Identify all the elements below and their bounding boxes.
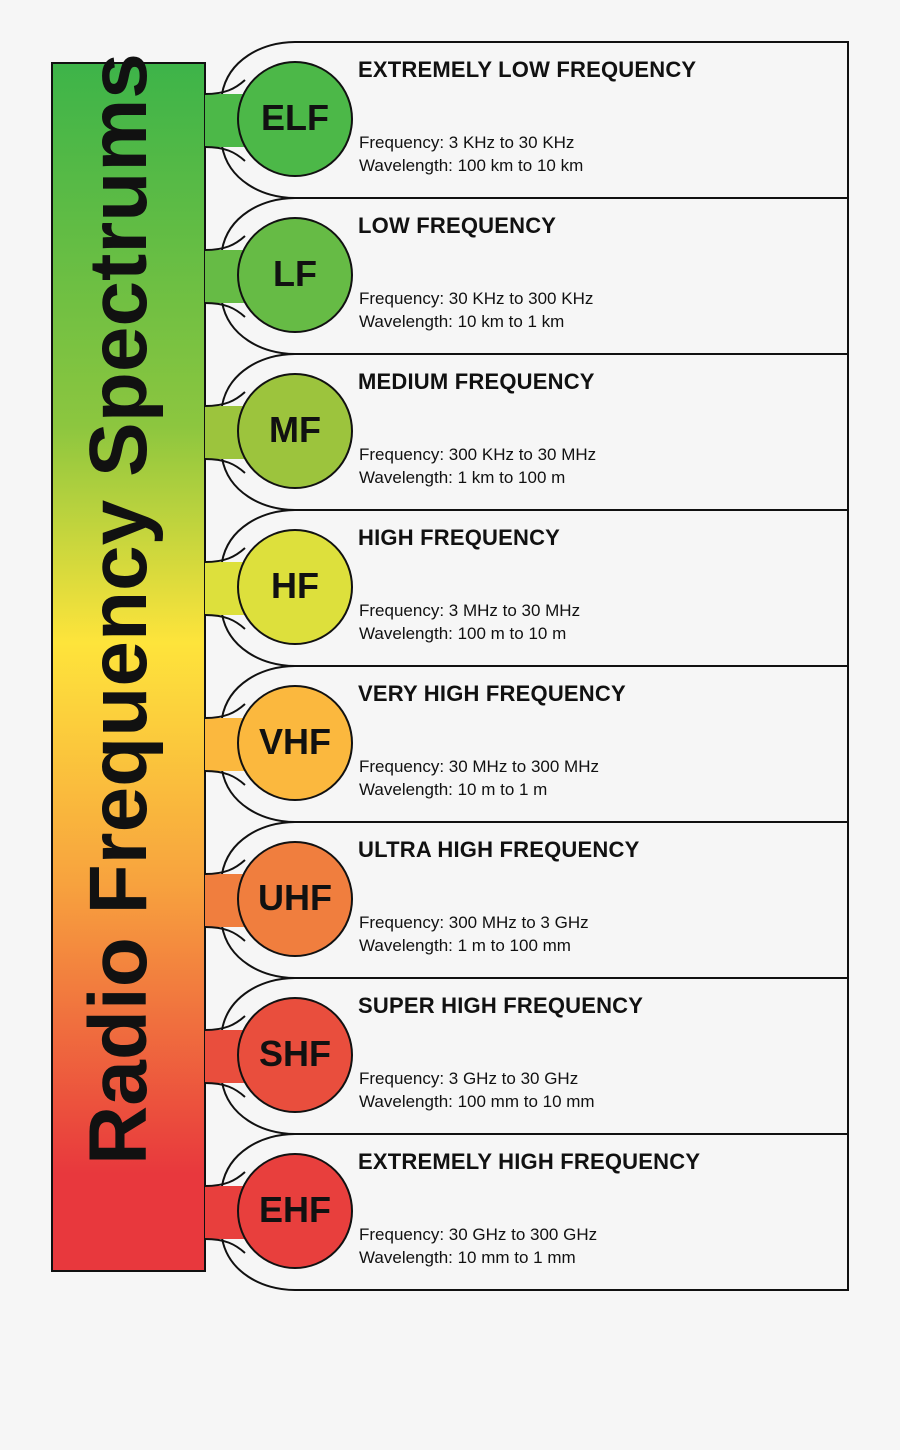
band-wavelength: Wavelength: 100 m to 10 m <box>359 624 567 643</box>
band-name: ULTRA HIGH FREQUENCY <box>358 837 640 862</box>
band-details <box>359 599 580 645</box>
band-name: EXTREMELY HIGH FREQUENCY <box>358 1149 701 1174</box>
band-frequency: Frequency: 30 GHz to 300 GHz <box>359 1225 598 1244</box>
band-abbr: EHF <box>259 1189 331 1230</box>
band-abbr: SHF <box>259 1033 331 1074</box>
band-frequency: Frequency: 300 MHz to 3 GHz <box>359 913 589 932</box>
band-details <box>359 1223 597 1269</box>
band-frequency: Frequency: 3 KHz to 30 KHz <box>359 133 575 152</box>
band-wavelength: Wavelength: 10 km to 1 km <box>359 312 565 331</box>
band-name: HIGH FREQUENCY <box>358 525 561 550</box>
band-wavelength: Wavelength: 100 mm to 10 mm <box>359 1092 595 1111</box>
band-abbr: VHF <box>259 721 331 762</box>
band-details <box>359 1067 595 1113</box>
band-frequency: Frequency: 3 MHz to 30 MHz <box>359 601 581 620</box>
band-name: EXTREMELY LOW FREQUENCY <box>358 57 697 82</box>
band-abbr: LF <box>273 253 317 294</box>
band-wavelength: Wavelength: 1 m to 100 mm <box>359 936 571 955</box>
band-abbr: ELF <box>261 97 329 138</box>
band-name: LOW FREQUENCY <box>358 213 557 238</box>
band-details <box>359 287 593 333</box>
band-name: SUPER HIGH FREQUENCY <box>358 993 644 1018</box>
band-abbr: MF <box>269 409 321 450</box>
band-frequency: Frequency: 30 MHz to 300 MHz <box>359 757 599 776</box>
band-frequency: Frequency: 300 KHz to 30 MHz <box>359 445 597 464</box>
band-frequency: Frequency: 3 GHz to 30 GHz <box>359 1069 579 1088</box>
band-frequency: Frequency: 30 KHz to 300 KHz <box>359 289 594 308</box>
band-name: MEDIUM FREQUENCY <box>358 369 595 394</box>
band-details <box>359 131 583 177</box>
band-details <box>359 443 596 489</box>
band-wavelength: Wavelength: 1 km to 100 m <box>359 468 566 487</box>
page-title: Radio Frequency Spectrums <box>73 53 164 1165</box>
band-wavelength: Wavelength: 100 km to 10 km <box>359 156 584 175</box>
band-wavelength: Wavelength: 10 m to 1 m <box>359 780 548 799</box>
band-name: VERY HIGH FREQUENCY <box>358 681 626 706</box>
band-abbr: HF <box>271 565 319 606</box>
band-abbr: UHF <box>258 877 332 918</box>
band-details <box>359 755 599 801</box>
band-details <box>359 911 589 957</box>
band-wavelength: Wavelength: 10 mm to 1 mm <box>359 1248 576 1267</box>
